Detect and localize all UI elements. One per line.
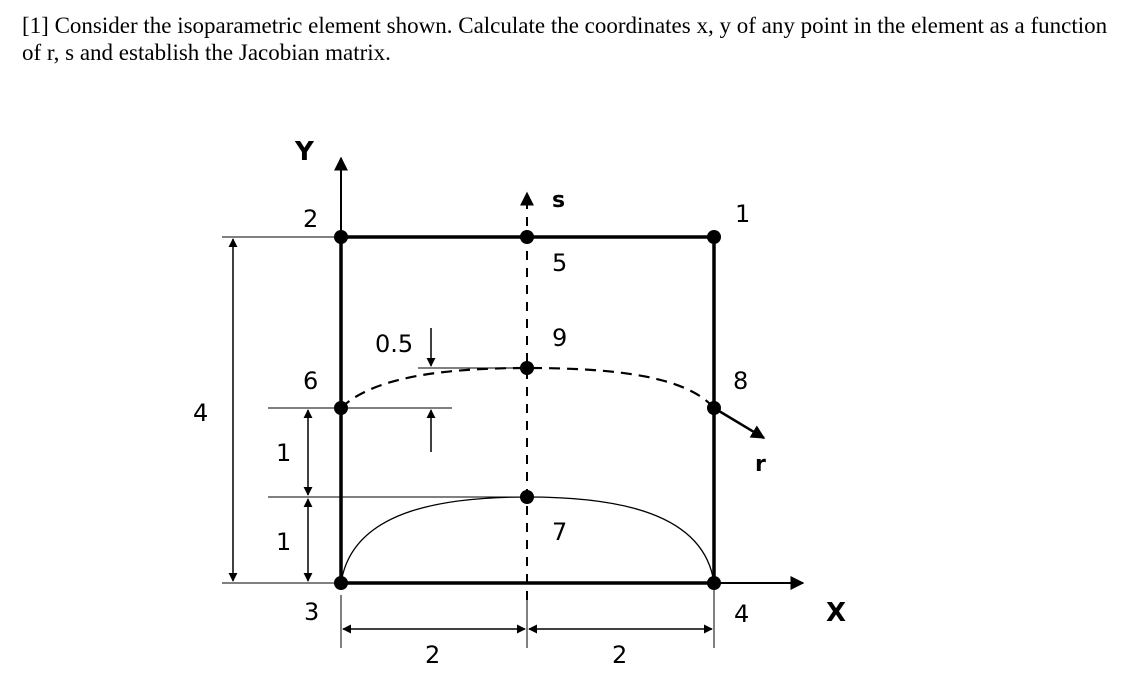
node-2 bbox=[334, 230, 348, 244]
dim-height-label: 4 bbox=[193, 399, 209, 427]
node-7 bbox=[520, 490, 534, 504]
node-2-label: 2 bbox=[303, 205, 319, 233]
dim-left-width-label: 2 bbox=[425, 641, 441, 669]
node-4-label: 4 bbox=[734, 600, 750, 628]
node-5-label: 5 bbox=[552, 249, 568, 277]
x-axis-label: X bbox=[826, 598, 847, 628]
node-6 bbox=[334, 401, 348, 415]
node-9 bbox=[520, 361, 534, 375]
y-axis-label: Y bbox=[295, 137, 314, 167]
node-8-label: 8 bbox=[733, 367, 749, 395]
node-1 bbox=[707, 230, 721, 244]
dim-offset-label: 0.5 bbox=[375, 330, 414, 358]
problem-statement: [1] Consider the isoparametric element shown. Calculate the coordinates x, y of any point in the element as a function of r, s and establish the Jacobian matrix. bbox=[22, 13, 1108, 65]
node-3-label: 3 bbox=[304, 598, 320, 626]
node-3 bbox=[334, 576, 348, 590]
dim-upper-one-label: 1 bbox=[276, 439, 292, 467]
node-9-label: 9 bbox=[552, 324, 568, 352]
node-4 bbox=[707, 576, 721, 590]
s-axis-label: s bbox=[552, 188, 566, 213]
r-axis bbox=[714, 408, 764, 438]
dim-lower-one-label: 1 bbox=[276, 528, 292, 556]
node-6-label: 6 bbox=[303, 367, 319, 395]
dim-right-width-label: 2 bbox=[612, 641, 628, 669]
r-axis-label: r bbox=[755, 452, 766, 477]
node-5 bbox=[520, 230, 534, 244]
node-8 bbox=[707, 401, 721, 415]
node-7-label: 7 bbox=[552, 518, 568, 546]
node-1-label: 1 bbox=[735, 200, 751, 228]
